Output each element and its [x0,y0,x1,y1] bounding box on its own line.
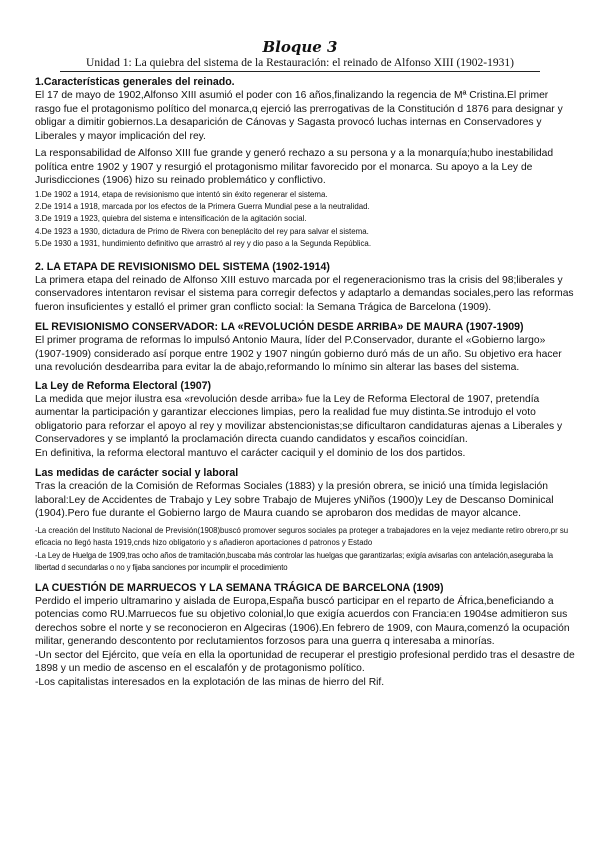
paragraph: -La creación del Instituto Nacional de Previsión(1908)buscó promover seguros sociales pa proteger a trabajadores en la vejez mediante retiro obrero,pr su eficacia no llegó hasta 1919,cnds hizo obligatorio y s añadieron aportaciones d patronos y Estado [35,525,569,548]
paragraph: La responsabilidad de Alfonso XIII fue grande y generó rechazo a su persona y a la monarquía;hubo inestabilidad política entre 1902 y 1907 y resurgió el protagonismo militar favorecido por el monarca. Su apoyo a la Ley de Jurisdicciones (1906) hizo su reinado problemático y conflictivo. [35,148,554,186]
stages-list [35,189,575,251]
list-item: 4.De 1923 a 1930, dictadura de Primo de Rivera con beneplácito del rey para salvar el sistema. [35,226,369,236]
paragraph: Tras la creación de la Comisión de Reformas Sociales (1883) y la presión obrera, se inició una tímida legislación laboral:Ley de Accidentes de Trabajo y Ley sobre Trabajo de Mujeres yNiños (1900)y Ley de Descanso Dominical (1904).Pero fue durante el Gobierno largo de Maura cuando se aprobaron dos medidas de mayor alcance. [35,481,554,520]
section-heading-medidas-sociales: Las medidas de carácter social y laboral [35,467,239,480]
paragraph: La primera etapa del reinado de Alfonso XIII estuvo marcada por el regeneracionismo tras la crisis del 98;liberales y conservadores intentaron revisar el sistema para corregir defectos y adaptarlo a demandas sociales,pero las reformas fueron insuficientes y estalló el primer gran conflicto social: la Semana Trágica de Barcelona (1909). [35,274,574,313]
paragraph: El 17 de mayo de 1902,Alfonso XIII asumió el poder con 16 años,finalizando la regencia de Mª Cristina.El primer rasgo fue el protagonismo político del monarca,q ejerció las prerrogativas de la Constitución d 1876 para designar y obligar a dimitir gobiernos.La desaparición de Cánovas y Sagasta provocó luchas internas en Conservadores y Liberales y mayor implicación del rey. [35,90,563,142]
list-item: 5.De 1930 a 1931, hundimiento definitivo que arrastró al rey y dio paso a la Segunda República. [35,239,372,249]
section-heading-revisionismo: 2. LA ETAPA DE REVISIONISMO DEL SISTEMA (1902-1914) [35,260,330,273]
paragraph: -Un sector del Ejército, que veía en ella la oportunidad de recuperar el prestigio profesional perdido tras el desastre de 1898 y un medio de ascenso en el escalafón y de protagonismo político. [35,649,575,675]
paragraph: En definitiva, la reforma electoral mantuvo el carácter caciquil y el dominio de los dos partidos. [35,447,466,459]
section-heading-caracteristicas: 1.Características generales del reinado. [35,76,235,88]
document-body [35,75,575,689]
unit-subtitle: Unidad 1: La quiebra del sistema de la Restauración: el reinado de Alfonso XIII (1902-1931) [60,57,540,72]
section-heading-ley-electoral: La Ley de Reforma Electoral (1907) [35,379,212,392]
paragraph: El primer programa de reformas lo impulsó Antonio Maura, líder del P.Conservador, durante el «Gobierno largo» (1907-1909) considerado así porque entre 1902 y 1907 ningún gobierno duró más de un año. Su objetivo era hacer una revolución desdearriba para evitar la de abajo,reformando lo mínimo sin alterar las bases del sistema. [35,335,562,374]
paragraph: -La Ley de Huelga de 1909,tras ocho años de tramitación,buscaba más controlar las huelgas que garantizarlas; exigía avisarlas con antelación,aseguraba la libertad d secundarlas o no y fijaba sanciones por incumplir el procedimiento [35,550,553,573]
paragraph: Perdido el imperio ultramarino y aislada de Europa,España buscó participar en el reparto de África,beneficiando a potencias como RU.Marruecos fue su objetivo colonial,lo que exigía acuerdos con Francia:en 1904se admitieron sus derechos sobre el norte y se reconocieron en Algeciras (1906).En febrero de 1909, con Maura,comenzó la ocupación militar, generando descontento por reclutamientos forzosos para una guerra q interesaba a minorías. [35,595,570,648]
list-item: 2.De 1914 a 1918, marcada por los efectos de la Primera Guerra Mundial pese a la neutralidad. [35,201,370,211]
list-item: 1.De 1902 a 1914, etapa de revisionismo que intentó sin éxito regenerar el sistema. [35,189,328,199]
list-item: 3.De 1919 a 1923, quiebra del sistema e intensificación de la agitación social. [35,214,307,224]
paragraph: La medida que mejor ilustra esa «revolución desde arriba» fue la Ley de Reforma Electoral de 1907, pretendía aumentar la participación y garantizar elecciones limpias, pero la realidad fue muy distinta.Se introdujo el voto obligatorio para reforzar el apoyo al rey y movilizar abstencionistas;se dificultaron candidaturas ajenas a Liberales y Conservadores y se implantó la proclamación directa cuando candidatos y escaños coincidían. [35,393,563,446]
paragraph: -Los capitalistas interesados en la explotación de las minas de hierro del Rif. [35,676,385,688]
section-heading-marruecos: LA CUESTIÓN DE MARRUECOS Y LA SEMANA TRÁGICA DE BARCELONA (1909) [35,581,444,594]
block-title: Bloque 3 [262,38,338,56]
section-heading-maura: EL REVISIONISMO CONSERVADOR: LA «REVOLUCIÓN DESDE ARRIBA» DE MAURA (1907-1909) [35,321,524,334]
